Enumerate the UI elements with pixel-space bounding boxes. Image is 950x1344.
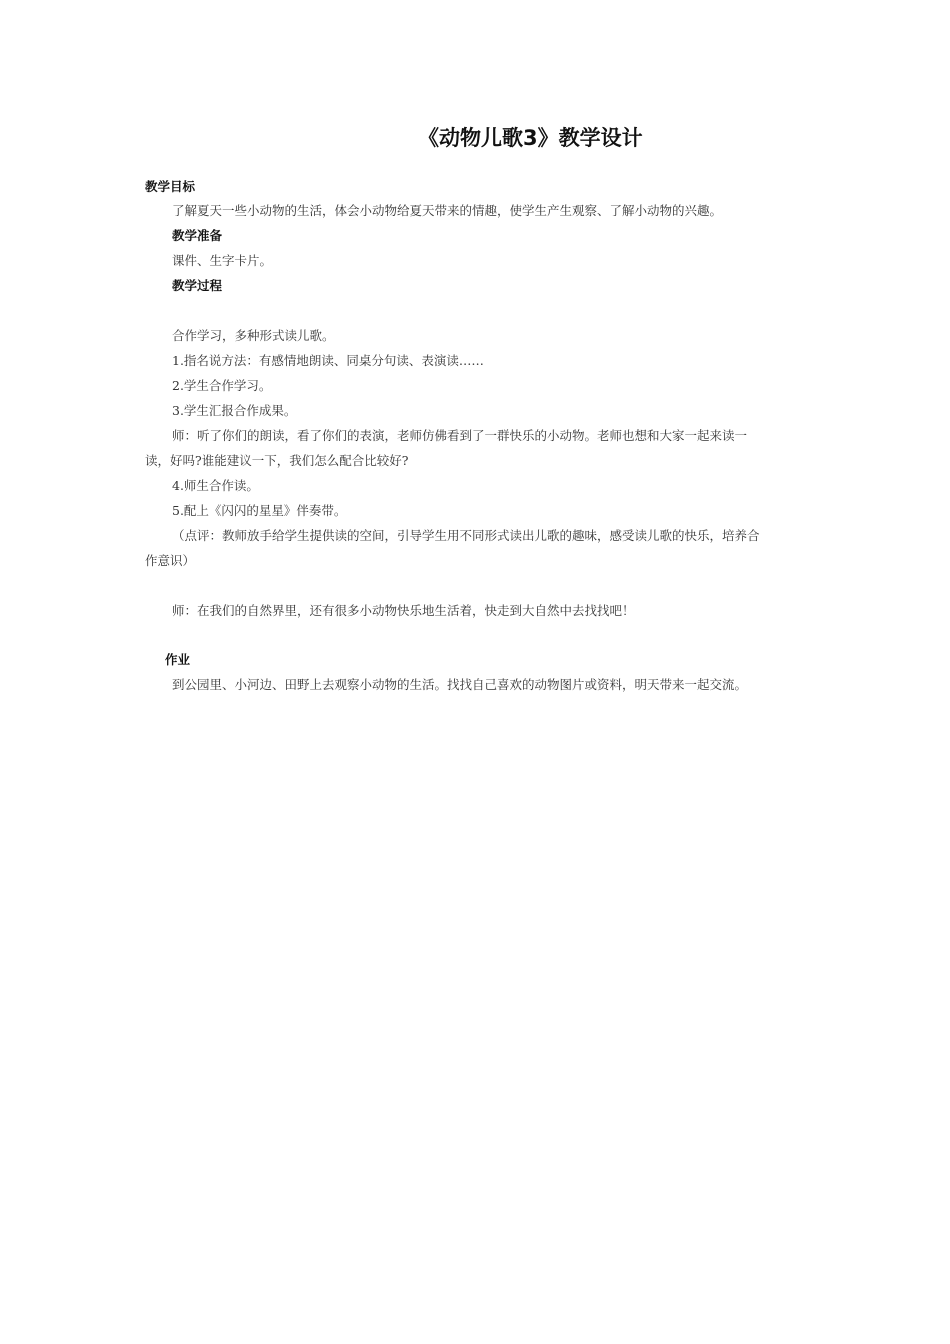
prep-text: 课件、生字卡片。 xyxy=(172,253,273,268)
process-line: 1.指名说方法：有感情地朗读、同桌分句读、表演读…… xyxy=(172,353,484,368)
goal-heading: 教学目标 xyxy=(145,179,196,194)
process-line: （点评：教师放手给学生提供读的空间，引导学生用不同形式读出儿歌的趣味，感受读儿歌的快乐，培养合 xyxy=(172,528,760,543)
prep-heading: 教学准备 xyxy=(172,228,223,243)
document-title: 《动物儿歌3》教学设计 xyxy=(418,126,643,150)
process-line: 3.学生汇报合作成果。 xyxy=(172,403,297,418)
process-line: 合作学习，多种形式读儿歌。 xyxy=(172,328,335,343)
process-line: 2.学生合作学习。 xyxy=(172,378,272,393)
homework-text: 到公园里、小河边、田野上去观察小动物的生活。找找自己喜欢的动物图片或资料，明天带来一起交流。 xyxy=(172,677,748,692)
process-line: 4.师生合作读。 xyxy=(172,478,259,493)
process-heading: 教学过程 xyxy=(172,278,223,293)
process-line: 师：在我们的自然界里，还有很多小动物快乐地生活着，快走到大自然中去找找吧！ xyxy=(172,603,635,618)
process-line: 作意识） xyxy=(145,553,196,568)
homework-heading: 作业 xyxy=(165,652,191,667)
process-line: 5.配上《闪闪的星星》伴奏带。 xyxy=(172,503,347,518)
process-line: 读，好吗?谁能建议一下，我们怎么配合比较好? xyxy=(145,453,409,468)
goal-text: 了解夏天一些小动物的生活，体会小动物给夏天带来的情趣，使学生产生观察、了解小动物的兴趣。 xyxy=(172,203,723,218)
process-line: 师：听了你们的朗读，看了你们的表演，老师仿佛看到了一群快乐的小动物。老师也想和大家一起来读一 xyxy=(172,428,748,443)
